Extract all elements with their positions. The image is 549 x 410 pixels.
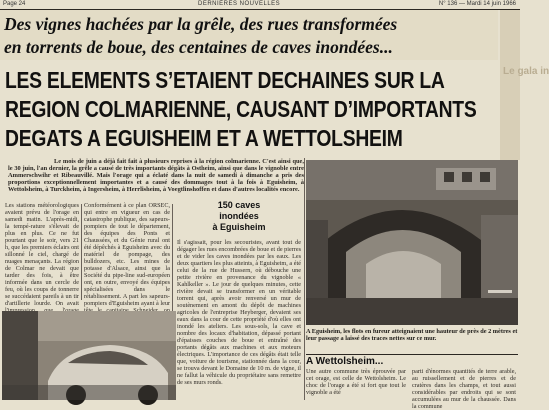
main-title-line-1: LES ELEMENTS S’ETAIENT DECHAINES SUR LA (5, 67, 445, 93)
article-column-wettolsheim-1: Une autre commune très éprouvée par cet orage, est celle de Wettolsheim. Le choc de l'orage a été si fort que tout le vignoble a été (306, 368, 406, 396)
newspaper-name: DERNIÈRES NOUVELLES (198, 1, 281, 7)
column-divider (304, 158, 305, 400)
section-rule (306, 354, 518, 355)
adjacent-page-text: Le gala in (503, 66, 549, 77)
main-title (5, 66, 477, 153)
sidebar-title-line-2: inondées (219, 211, 259, 221)
sidebar-title-line-3: à Eguisheim (212, 222, 266, 232)
photo-flooded-archway-image (306, 160, 518, 325)
column-divider (81, 204, 82, 300)
main-title-line-2: REGION COLMARIENNE, CAUSANT D’IMPORTANTS (5, 96, 477, 122)
page-number: Page 24 (3, 1, 26, 7)
article-column-2: Conformément à ce plan ORSEC, qui entre en vigueur en cas de catastrophe publique, des sapeurs-pompiers de tout le département, des équipes des Ponts et Chaussées, et du Génie rural ont été dépêchés à Eguisheim avec du matériel de pompage, des bulldozers, etc. Les mines de potasse d'Alsace, ainsi que la Société du pipe-line sud-européen ont, en outre, envoyé des équipes spécialisées dans le rétablissement. A part les sapeurs-pompiers d'Eguisheim ayant à leur (84, 202, 170, 307)
sidebar-body: Il s'agissait, pour les secouristes, avant tout de dégager les rues encombrées de boue et de pierres et de vider les caves inondées par les eaux. Les deux quartiers les plus atteints, à Eguisheim, a été celui de la rue de Hussern, où débouche une petite rivière en provenance du vignoble « Kahlkeller ». Le jour de quelques minutes, cette rivière devait se transformer en un véritable torrent qui, après avoir renversé un mur de soutènement en amont du dépôt de machines agricoles de l'entreprise Heyberger, devaient ses eaux dans la cour de cette propriété d'où elles ont inondé les ateliers. Les sous-sols, la cave et nombre des locaux d'habitation, dépassé portant d'épaisses couches de boue et entraîné des portants dégâts aux machines et aux moteurs électriques. L'importance de ces dégâts était telle que, voiture de tourisme, stationnée dans la cour, se trouva devant le Domaine de 10 m. de vigne, il ne fallut la véhicule du propriétaire sans remettre de ses murs ronds. (177, 239, 301, 386)
sidebar-title (175, 200, 303, 233)
headline-line-1: Des vignes hachées par la grêle, des rues transformées (4, 14, 398, 34)
adjacent-page-strip (500, 10, 549, 160)
photo-damaged-car (2, 311, 176, 400)
headline-line-2: en torrents de boue, des centaines de caves inondées... (4, 37, 393, 57)
issue-date: N° 136 — Mardi 14 juin 1966 (438, 1, 516, 7)
photo-flooded-archway (306, 160, 518, 325)
photo-damaged-car-image (2, 311, 176, 400)
main-title-line-3: DEGATS A EGUISHEIM ET A WETTOLSHEIM (5, 125, 403, 151)
headline-box (0, 10, 498, 60)
article-column-wettolsheim-2: parti d'énormes quantités de terre arable, au ruissellement et de pierres et de cratères dans les champs, et tout aussi considérables par endroits qui se sont accumulées au mur de la chaussée. Dans la commune (412, 368, 516, 410)
subhead-wettolsheim: A Wettolsheim... (306, 356, 384, 367)
sidebar-article-caves (175, 198, 303, 398)
photo-caption: A Eguisheim, les flots en fureur atteignaient une hauteur de près de 2 mètres et leur passage a laissé des traces nettes sur ce mur. (306, 328, 518, 342)
sidebar-title-line-1: 150 caves (217, 200, 261, 210)
article-column-1: Les stations météorologiques avaient prévu de l'orage en samedi matin. L'après-midi, la tempé-rature s'élevait de plus en plus. Ce ne fut pourtant que le soir, vers 21 h, que les premiers éclairs ont sillonné le ciel, chargé de nuages menaçants. La région de Colmar ne devait que tarder des fois, à être informée dans un cercle de feu, où les coups de tonnerre se succédaient pareils à un tir d'artillerie lourde. On avait (5, 202, 79, 307)
lead-paragraph: Le mois de juin a déjà fait fait à plusieurs reprises à la région colmarienne. C'est ainsi que, le 30 juin, l'an dernier, la grêle a causé de très importants dégâts à Ostheim, ainsi que dans le vignoble entre Ammerschwihr et Ribeauvillé. Mais l'orage qui a éclaté dans la nuit de samedi à dimanche a pris des proportions exceptionnellement importantes et a causé des dommages tout à la fois à Eguisheim, à Wettolsheim, à Turckheim, à Ingersheim, à Herrlisheim, à Voegtlinshoffen et dans d'autres localités encore. (8, 158, 304, 193)
